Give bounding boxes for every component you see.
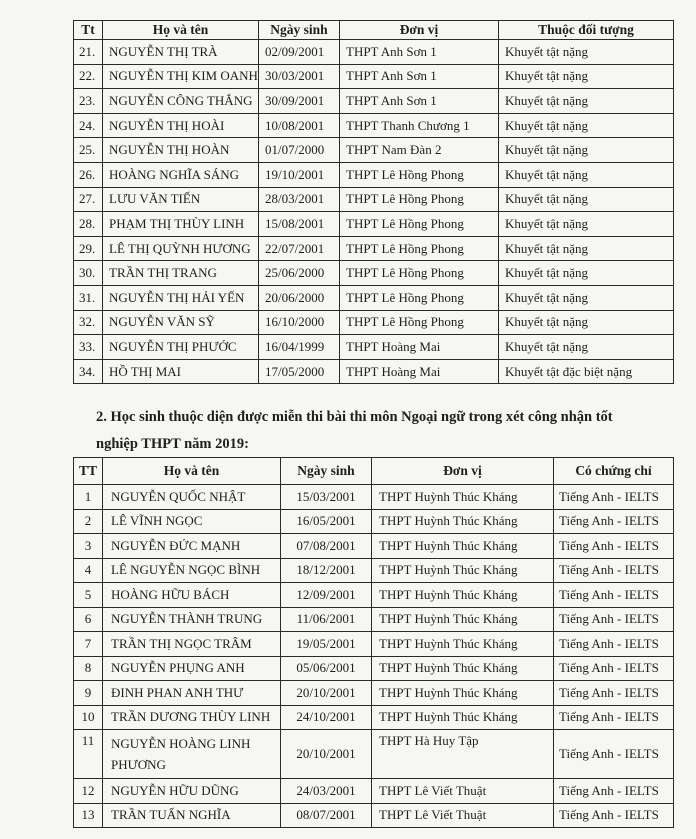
cell-certificate: Tiếng Anh - IELTS: [554, 509, 674, 534]
table-row: [74, 583, 674, 608]
cell-dob: 12/09/2001: [281, 583, 372, 608]
cell-tt: 1: [74, 485, 103, 510]
cell-name: NGUYỄN QUỐC NHẬT: [103, 485, 281, 510]
cell-name: TRẦN DƯƠNG THÙY LINH: [103, 705, 281, 730]
cell-dob: 19/05/2001: [281, 632, 372, 657]
table-row: [74, 681, 674, 706]
table-row: [74, 310, 674, 335]
cell-category: Khuyết tật nặng: [499, 89, 674, 114]
cell-dob: 20/10/2001: [281, 730, 372, 779]
cell-dob: 07/08/2001: [281, 534, 372, 559]
table-row: [74, 162, 674, 187]
cell-name: ĐINH PHAN ANH THƯ: [103, 681, 281, 706]
cell-tt: 12: [74, 779, 103, 804]
table-row: [74, 730, 674, 779]
cell-tt: 11: [74, 730, 103, 779]
cell-name: NGUYỄN THÀNH TRUNG: [103, 607, 281, 632]
cell-category: Khuyết tật nặng: [499, 212, 674, 237]
cell-category: Khuyết tật nặng: [499, 236, 674, 261]
table-row: [74, 534, 674, 559]
cell-name: NGUYỄN THỊ HẢI YẾN: [103, 285, 259, 310]
cell-unit: THPT Lê Hồng Phong: [340, 285, 499, 310]
cell-certificate: Tiếng Anh - IELTS: [554, 607, 674, 632]
cell-dob: 05/06/2001: [281, 656, 372, 681]
cell-tt: 9: [74, 681, 103, 706]
cell-dob: 18/12/2001: [281, 558, 372, 583]
cell-name: LƯU VĂN TIẾN: [103, 187, 259, 212]
cell-unit: THPT Lê Viết Thuật: [372, 779, 554, 804]
cell-dob: 16/04/1999: [259, 335, 340, 360]
cell-dob: 20/10/2001: [281, 681, 372, 706]
cell-unit: THPT Huỳnh Thúc Kháng: [372, 534, 554, 559]
col-header-dob: Ngày sinh: [259, 21, 340, 40]
cell-unit: THPT Lê Hồng Phong: [340, 236, 499, 261]
cell-certificate: Tiếng Anh - IELTS: [554, 656, 674, 681]
cell-name: HOÀNG HỮU BÁCH: [103, 583, 281, 608]
cell-dob: 11/06/2001: [281, 607, 372, 632]
cell-dob: 08/07/2001: [281, 803, 372, 828]
section-2-line-2: nghiệp THPT năm 2019:: [96, 436, 249, 452]
table-row: [74, 705, 674, 730]
cell-tt: 30.: [74, 261, 103, 286]
col-header-certificate: Có chứng chỉ: [554, 458, 674, 485]
table-row: [74, 509, 674, 534]
cell-unit: THPT Anh Sơn 1: [340, 64, 499, 89]
disability-students-table: [73, 20, 674, 384]
cell-tt: 31.: [74, 285, 103, 310]
cell-name: LÊ THỊ QUỲNH HƯƠNG: [103, 236, 259, 261]
cell-tt: 5: [74, 583, 103, 608]
col-header-unit: Đơn vị: [372, 458, 554, 485]
cell-unit: THPT Thanh Chương 1: [340, 113, 499, 138]
cell-name: NGUYỄN HOÀNG LINH PHƯƠNG: [103, 730, 281, 779]
cell-unit: THPT Huỳnh Thúc Kháng: [372, 681, 554, 706]
cell-certificate: Tiếng Anh - IELTS: [554, 803, 674, 828]
cell-unit: THPT Lê Hồng Phong: [340, 310, 499, 335]
cell-unit: THPT Lê Hồng Phong: [340, 187, 499, 212]
cell-dob: 20/06/2000: [259, 285, 340, 310]
cell-unit: THPT Lê Hồng Phong: [340, 212, 499, 237]
cell-certificate: Tiếng Anh - IELTS: [554, 705, 674, 730]
table-row: [74, 187, 674, 212]
cell-category: Khuyết tật nặng: [499, 40, 674, 65]
col-header-dob: Ngày sinh: [281, 458, 372, 485]
cell-category: Khuyết tật nặng: [499, 138, 674, 163]
table-row: [74, 656, 674, 681]
cell-unit: THPT Lê Hồng Phong: [340, 261, 499, 286]
cell-name: TRẦN THỊ TRANG: [103, 261, 259, 286]
table-row: [74, 261, 674, 286]
cell-tt: 28.: [74, 212, 103, 237]
cell-name: NGUYỄN THỊ HOÀI: [103, 113, 259, 138]
cell-unit: THPT Huỳnh Thúc Kháng: [372, 607, 554, 632]
cell-dob: 30/09/2001: [259, 89, 340, 114]
cell-certificate: Tiếng Anh - IELTS: [554, 632, 674, 657]
table-row: [74, 64, 674, 89]
cell-dob: 24/10/2001: [281, 705, 372, 730]
cell-unit: THPT Hoàng Mai: [340, 335, 499, 360]
table-row: [74, 138, 674, 163]
cell-unit: THPT Huỳnh Thúc Kháng: [372, 583, 554, 608]
cell-certificate: Tiếng Anh - IELTS: [554, 779, 674, 804]
cell-name: NGUYỄN PHỤNG ANH: [103, 656, 281, 681]
cell-certificate: Tiếng Anh - IELTS: [554, 558, 674, 583]
cell-category: Khuyết tật nặng: [499, 310, 674, 335]
cell-name: NGUYỄN THỊ TRÀ: [103, 40, 259, 65]
cell-certificate: Tiếng Anh - IELTS: [554, 485, 674, 510]
cell-category: Khuyết tật nặng: [499, 285, 674, 310]
table-header-row: [74, 458, 674, 485]
cell-certificate: Tiếng Anh - IELTS: [554, 681, 674, 706]
cell-name: NGUYỄN ĐỨC MẠNH: [103, 534, 281, 559]
cell-unit: THPT Anh Sơn 1: [340, 40, 499, 65]
cell-name: LÊ NGUYỄN NGỌC BÌNH: [103, 558, 281, 583]
cell-category: Khuyết tật nặng: [499, 335, 674, 360]
table-row: [74, 558, 674, 583]
cell-unit: THPT Huỳnh Thúc Kháng: [372, 705, 554, 730]
cell-tt: 3: [74, 534, 103, 559]
cell-name: HỒ THỊ MAI: [103, 359, 259, 384]
col-header-name: Họ và tên: [103, 21, 259, 40]
table-row: [74, 285, 674, 310]
cell-tt: 6: [74, 607, 103, 632]
cell-category: Khuyết tật nặng: [499, 113, 674, 138]
cell-tt: 10: [74, 705, 103, 730]
cell-name: HOÀNG NGHĨA SÁNG: [103, 162, 259, 187]
cell-unit: THPT Hoàng Mai: [340, 359, 499, 384]
cell-unit: THPT Lê Hồng Phong: [340, 162, 499, 187]
table-row: [74, 485, 674, 510]
cell-name: TRẦN THỊ NGỌC TRÂM: [103, 632, 281, 657]
cell-tt: 33.: [74, 335, 103, 360]
cell-dob: 22/07/2001: [259, 236, 340, 261]
cell-dob: 28/03/2001: [259, 187, 340, 212]
cell-category: Khuyết tật nặng: [499, 261, 674, 286]
col-header-tt: Tt: [74, 21, 103, 40]
cell-unit: THPT Huỳnh Thúc Kháng: [372, 485, 554, 510]
cell-dob: 30/03/2001: [259, 64, 340, 89]
cell-name: NGUYỄN THỊ HOÀN: [103, 138, 259, 163]
cell-dob: 15/03/2001: [281, 485, 372, 510]
cell-dob: 24/03/2001: [281, 779, 372, 804]
cell-tt: 22.: [74, 64, 103, 89]
cell-category: Khuyết tật đặc biệt nặng: [499, 359, 674, 384]
table-row: [74, 212, 674, 237]
table-header-row: [74, 21, 674, 40]
cell-name: TRẦN TUẤN NGHĨA: [103, 803, 281, 828]
table-row: [74, 89, 674, 114]
col-header-name: Họ và tên: [103, 458, 281, 485]
section-2-line-1: 2. Học sinh thuộc diện được miễn thi bài thi môn Ngoại ngữ trong xét công nhận tốt: [96, 409, 613, 425]
section-2-heading: [96, 404, 676, 458]
language-exemption-table: [73, 457, 674, 828]
cell-tt: 24.: [74, 113, 103, 138]
cell-tt: 21.: [74, 40, 103, 65]
table-row: [74, 803, 674, 828]
cell-tt: 8: [74, 656, 103, 681]
cell-tt: 27.: [74, 187, 103, 212]
cell-name: LÊ VĨNH NGỌC: [103, 509, 281, 534]
cell-tt: 13: [74, 803, 103, 828]
cell-name: NGUYỄN VĂN SỸ: [103, 310, 259, 335]
cell-tt: 29.: [74, 236, 103, 261]
cell-unit: THPT Huỳnh Thúc Kháng: [372, 632, 554, 657]
cell-dob: 17/05/2000: [259, 359, 340, 384]
cell-unit: THPT Hà Huy Tập: [372, 730, 554, 779]
table-row: [74, 113, 674, 138]
col-header-unit: Đơn vị: [340, 21, 499, 40]
cell-certificate: Tiếng Anh - IELTS: [554, 730, 674, 779]
cell-name: NGUYỄN CÔNG THẮNG: [103, 89, 259, 114]
table-row: [74, 632, 674, 657]
cell-unit: THPT Anh Sơn 1: [340, 89, 499, 114]
cell-name: PHẠM THỊ THÙY LINH: [103, 212, 259, 237]
cell-unit: THPT Lê Viết Thuật: [372, 803, 554, 828]
table-row: [74, 779, 674, 804]
cell-unit: THPT Huỳnh Thúc Kháng: [372, 656, 554, 681]
cell-name: NGUYỄN THỊ PHƯỚC: [103, 335, 259, 360]
cell-category: Khuyết tật nặng: [499, 187, 674, 212]
cell-tt: 2: [74, 509, 103, 534]
cell-name: NGUYỄN THỊ KIM OANH: [103, 64, 259, 89]
cell-tt: 34.: [74, 359, 103, 384]
cell-unit: THPT Nam Đàn 2: [340, 138, 499, 163]
col-header-category: Thuộc đối tượng: [499, 21, 674, 40]
cell-tt: 26.: [74, 162, 103, 187]
col-header-tt: TT: [74, 458, 103, 485]
cell-dob: 25/06/2000: [259, 261, 340, 286]
cell-dob: 16/10/2000: [259, 310, 340, 335]
cell-dob: 16/05/2001: [281, 509, 372, 534]
cell-tt: 7: [74, 632, 103, 657]
cell-dob: 10/08/2001: [259, 113, 340, 138]
cell-tt: 32.: [74, 310, 103, 335]
table-row: [74, 335, 674, 360]
table-row: [74, 40, 674, 65]
cell-category: Khuyết tật nặng: [499, 162, 674, 187]
table-row: [74, 236, 674, 261]
cell-tt: 4: [74, 558, 103, 583]
cell-tt: 23.: [74, 89, 103, 114]
cell-dob: 15/08/2001: [259, 212, 340, 237]
cell-dob: 02/09/2001: [259, 40, 340, 65]
cell-dob: 01/07/2000: [259, 138, 340, 163]
cell-dob: 19/10/2001: [259, 162, 340, 187]
cell-certificate: Tiếng Anh - IELTS: [554, 534, 674, 559]
cell-unit: THPT Huỳnh Thúc Kháng: [372, 509, 554, 534]
cell-name: NGUYỄN HỮU DŨNG: [103, 779, 281, 804]
table-row: [74, 607, 674, 632]
cell-certificate: Tiếng Anh - IELTS: [554, 583, 674, 608]
cell-tt: 25.: [74, 138, 103, 163]
cell-unit: THPT Huỳnh Thúc Kháng: [372, 558, 554, 583]
table-row: [74, 359, 674, 384]
cell-category: Khuyết tật nặng: [499, 64, 674, 89]
